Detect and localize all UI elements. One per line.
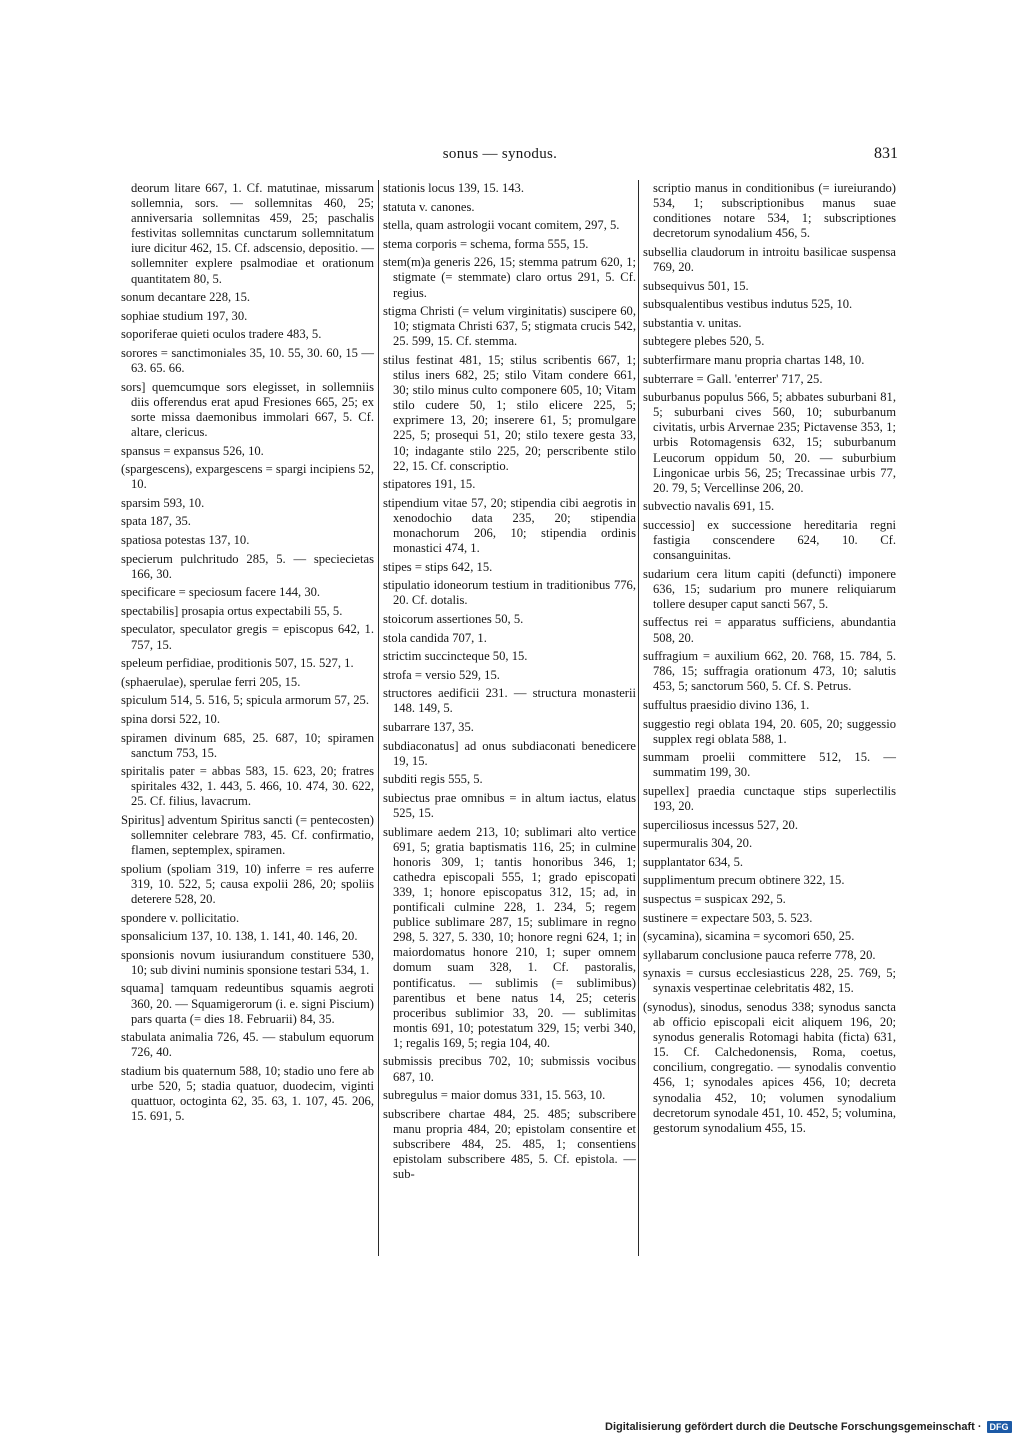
index-entry: sorores = sanctimoniales 35, 10. 55, 30. 60, 15 — 63. 65. 66.	[121, 345, 374, 376]
index-entry: subterfirmare manu propria chartas 148, 10.	[643, 352, 865, 367]
index-entry: sponsalicium 137, 10. 138, 1. 141, 40. 146, 20.	[121, 929, 358, 944]
index-entry: soporiferae quieti oculos tradere 483, 5.	[121, 327, 322, 342]
index-entry: stipulatio idoneorum testium in traditionibus 776, 20. Cf. dotalis.	[383, 578, 636, 608]
dfg-logo: DFG	[987, 1421, 1012, 1433]
footer-credit	[605, 1419, 1009, 1434]
index-entry: substantia v. unitas.	[643, 315, 742, 330]
index-entry: superciliosus incessus 527, 20.	[643, 817, 798, 832]
column-divider	[378, 180, 379, 1256]
index-entry: deorum litare 667, 1. Cf. matutinae, missarum sollemnia, sors. — sollemnitas 460, 25; anniversaria sollemnitas 459, 25; paschalis festivitas sollemnitas cunctarum sollemnitatum iure dicitur 462, 15. Cf. adscensio, depositio. — sollemniter explere psalmodiae et orationum quantitatem 80, 5.	[131, 181, 374, 286]
index-entry: suffectus rei = apparatus sufficiens, abundantia 508, 20.	[643, 615, 896, 645]
index-entry: stoicorum assertiones 50, 5.	[383, 611, 524, 626]
index-entry: spatiosa potestas 137, 10.	[121, 532, 250, 547]
index-entry: subterrare = Gall. 'enterrer' 717, 25.	[643, 371, 823, 386]
index-entry: stadium bis quaternum 588, 10; stadio uno fere ab urbe 520, 5; stadia quatuor, duodecim, viginti quattuor, octoginta 62, 35. 63, 1. 107, 45. 206, 15. 691, 5.	[121, 1063, 374, 1124]
index-entry: subarrare 137, 35.	[383, 720, 474, 734]
index-entry: sors] quemcumque sors elegisset, in sollemniis diis offerendus erat apud Fresiones 665, 25; ex sorte missa daemonibus immolari 667, 5. Cf. altare, clericus.	[121, 379, 374, 439]
index-column-2	[383, 181, 636, 1186]
index-entry: stigma Christi (= velum virginitatis) suscipere 60, 10; stigmata Christi 637, 5; stigmata crucis 542, 25. 599, 15. Cf. stemma.	[383, 304, 636, 349]
index-entry: supermuralis 304, 20.	[643, 836, 753, 851]
index-entry: suspectus = suspicax 292, 5.	[643, 891, 786, 906]
index-entry: supellex] praedia cunctaque stips superlectilis 193, 20.	[643, 783, 896, 813]
index-entry: spata 187, 35.	[121, 514, 191, 529]
index-entry: suffragium = auxilium 662, 20. 768, 15. 784, 5. 786, 15; suffragia orationum 473, 10; salutis 453, 5; sanctorum 560, 5. Cf. S. Petrus.	[643, 649, 896, 694]
index-entry: stella, quam astrologii vocant comitem, 297, 5.	[383, 218, 620, 233]
index-entry: supplantator 634, 5.	[643, 854, 744, 869]
index-entry: summam proelii committere 512, 15. — summatim 199, 30.	[643, 750, 896, 780]
index-entry: stola candida 707, 1.	[383, 630, 487, 645]
index-entry: spiritalis pater = abbas 583, 15. 623, 20; fratres spiritales 432, 1. 443, 5. 466, 10. 474, 30. 622, 25. Cf. filius, lavacrum.	[121, 764, 374, 809]
index-entry: successio] ex successione hereditaria regni fastigia conscendere 624, 10. Cf. consanguinitas.	[643, 517, 896, 563]
column-divider	[638, 180, 639, 1256]
index-entry: suffultus praesidio divino 136, 1.	[643, 697, 810, 712]
index-column-3	[643, 181, 896, 1139]
index-entry: suburbanus populus 566, 5; abbates suburbani 81, 5; suburbani cives 560, 10; suburbanum civitatis, urbis Arvernae 235; Pictavense 353, 1; urbis Rotomagensis 632, 15; suburbanum Leucorum oppidum 50, 20. — suburbium Lingonicae urbis 56, 25; Trecassinae urbis 77, 20. 79, 5; Vercellinse 206, 20.	[643, 390, 896, 495]
index-entry: subregulus = maior domus 331, 15. 563, 10.	[383, 1088, 606, 1103]
index-entry: subsellia claudorum in introitu basilicae suspensa 769, 20.	[643, 244, 896, 274]
index-entry: (sphaerulae), sperulae ferri 205, 15.	[121, 674, 301, 689]
index-entry: sparsim 593, 10.	[121, 495, 205, 510]
index-entry: syllabarum conclusione pauca referre 778, 20.	[643, 947, 876, 962]
index-entry: (spargescens), expargescens = spargi incipiens 52, 10.	[121, 462, 374, 492]
index-entry: squama] tamquam redeuntibus squamis aegroti 360, 20. — Squamigerorum (i. e. signi Piscium) pars quarta (= dies 18. Februarii) 84, 35.	[121, 981, 374, 1026]
index-entry: spiculum 514, 5. 516, 5; spicula armorum 57, 25.	[121, 693, 370, 708]
index-entry: structores aedificii 231. — structura monasterii 148. 149, 5.	[383, 686, 636, 716]
index-entry: Spiritus] adventum Spiritus sancti (= pentecosten) sollemniter celebrare 783, 45. Cf. confirmatio, flamen, septemplex, spiramen.	[121, 812, 374, 858]
index-entry: sonum decantare 228, 15.	[121, 290, 251, 305]
index-entry: scriptio manus in conditionibus (= iureiurando) 534, 1; subscriptionibus manus suae conditiones notare 534, 1; subscriptiones decretorum synodalium 456, 5.	[653, 181, 896, 241]
index-entry: stipendium vitae 57, 20; stipendia cibi aegrotis in xenodochio data 235, 20; stipendia monachorum 206, 10; stipendia ordinis monastici 474, 1.	[383, 495, 636, 556]
index-entry: specierum pulchritudo 285, 5. — speciecietas 166, 30.	[121, 551, 374, 581]
footer-text: Digitalisierung gefördert durch die Deutsche Forschungsgemeinschaft ·	[605, 1420, 982, 1433]
index-entry: speculator, speculator gregis = episcopus 642, 1. 757, 15.	[121, 622, 374, 652]
index-column-1	[121, 181, 374, 1128]
index-entry: spina dorsi 522, 10.	[121, 711, 220, 726]
index-entry: supplimentum precum obtinere 322, 15.	[643, 873, 845, 888]
index-entry: subsqualentibus vestibus indutus 525, 10.	[643, 297, 853, 312]
index-entry: (sycamina), sicamina = sycomori 650, 25.	[643, 929, 855, 944]
index-entry: stipes = stips 642, 15.	[383, 559, 493, 574]
index-entry: spiramen divinum 685, 25. 687, 10; spiramen sanctum 753, 15.	[121, 730, 374, 760]
index-entry: (synodus), sinodus, senodus 338; synodus sancta ab officio episcopali eicit aliquem 196, 20; synodus generalis Rotomagi habita (ficta) 631, 15. Cf. Calchedonensis, Roma, coetus, concilium, congregatio. — synodalis conventio 456, 1; synodales apices 456, 10; decreta synodalia 452, 10; volumen synodalium decretorum synodale 451, 10. 452, 5; volumina, gestorum synodalium 455, 15.	[643, 1000, 896, 1135]
index-entry: sophiae studium 197, 30.	[121, 308, 248, 323]
index-entry: submissis precibus 702, 10; submissis vocibus 687, 10.	[383, 1054, 636, 1084]
index-entry: sudarium cera litum capiti (defuncti) imponere 636, 15; sudarium pro munere reliquiarum tollere desuper caput sancti 567, 5.	[643, 566, 896, 611]
page-header-title: sonus — synodus.	[442, 146, 558, 162]
index-entry: suggestio regi oblata 194, 20. 605, 20; suggessio supplex regi oblata 588, 1.	[643, 716, 896, 746]
index-entry: stabulata animalia 726, 45. — stabulum equorum 726, 40.	[121, 1030, 374, 1060]
index-entry: spondere v. pollicitatio.	[121, 910, 240, 925]
index-entry: sublimare aedem 213, 10; sublimari alto vertice 691, 5; gratia baptismatis 116, 25; in culmine honoris 309, 1; tantis honoribus 346, 1; cathedra episcopali 555, 1; grado episcopati 339, 1; honore episcopatus 312, 15; ad, in pontificali culmine 228, 1. 234, 5; regem publice sublimare 287, 15; sublimare in regno 298, 5. 327, 5. 330, 10; honore regni 624, 1; in maiordomatus honore 210, 1; super omnem domum suam 328, 1. Cf. pastoralis, pontificatus. — sublimis (= sublimibus) parentibus et bene natus 14, 25; ceteris proceribus sublimior 33, 20. — sublimitas montis 691, 10; potestatum 329, 15; verbi 340, 1; regalis 169, 5; regia 104, 40.	[383, 824, 636, 1050]
index-entry: subditi regis 555, 5.	[383, 772, 483, 787]
index-entry: subtegere plebes 520, 5.	[643, 334, 765, 349]
page-number: 831	[874, 145, 898, 162]
index-entry: subsequivus 501, 15.	[643, 278, 749, 293]
index-entry: spectabilis] prosapia ortus expectabili 55, 5.	[121, 603, 343, 618]
index-entry: specificare = speciosum facere 144, 30.	[121, 585, 321, 600]
index-entry: sustinere = expectare 503, 5. 523.	[643, 910, 813, 925]
index-entry: stem(m)a generis 226, 15; stemma patrum 620, 1; stigmate (= stemmate) claro ortus 291, 5. Cf. regius.	[383, 255, 636, 300]
index-entry: strofa = versio 529, 15.	[383, 667, 500, 682]
index-entry: sponsionis novum iusiurandum constituere 530, 10; sub divini numinis sponsione testari 534, 1.	[121, 947, 374, 977]
index-entry: subvectio navalis 691, 15.	[643, 499, 775, 514]
index-entry: stilus festinat 481, 15; stilus scribentis 667, 1; stilus iners 682, 25; stilo Vitam condere 661, 30; stilo minus culto componere 605, 10; Vitam stilo cudere 50, 1; stilo elicere 225, 5; exprimere 13, 20; inserere 61, 5; promulgare 225, 5; prosequi 51, 20; stilo texere gesta 33, 10; indagante stilo 225, 20; perscribente stilo 22, 15. Cf. conscriptio.	[383, 352, 636, 473]
index-entry: strictim succincteque 50, 15.	[383, 649, 528, 664]
index-entry: spolium (spoliam 319, 10) inferre = res auferre 319, 10. 522, 5; causa expolii 286, 20; spoliis deterere 528, 20.	[121, 861, 374, 906]
index-entry: subscribere chartae 484, 25. 485; subscribere manu propria 484, 20; epistolam consentire et subscribere 484, 25. 485, 1; consentiens epistolam subscribere 485, 5. Cf. epistola. — sub-	[383, 1106, 636, 1182]
index-entry: statuta v. canones.	[383, 199, 475, 214]
index-entry: stipatores 191, 15.	[383, 477, 476, 492]
index-entry: stationis locus 139, 15. 143.	[383, 181, 524, 195]
index-entry: speleum perfidiae, proditionis 507, 15. 527, 1.	[121, 656, 354, 671]
index-entry: stema corporis = schema, forma 555, 15.	[383, 236, 589, 251]
index-entry: subiectus prae omnibus = in altum iactus, elatus 525, 15.	[383, 790, 636, 820]
index-entry: synaxis = cursus ecclesiasticus 228, 25. 769, 5; synaxis vespertinae celebritatis 482, 15.	[643, 966, 896, 996]
index-entry: spansus = expansus 526, 10.	[121, 443, 264, 458]
index-entry: subdiaconatus] ad onus subdiaconati benedicere 19, 15.	[383, 738, 636, 768]
